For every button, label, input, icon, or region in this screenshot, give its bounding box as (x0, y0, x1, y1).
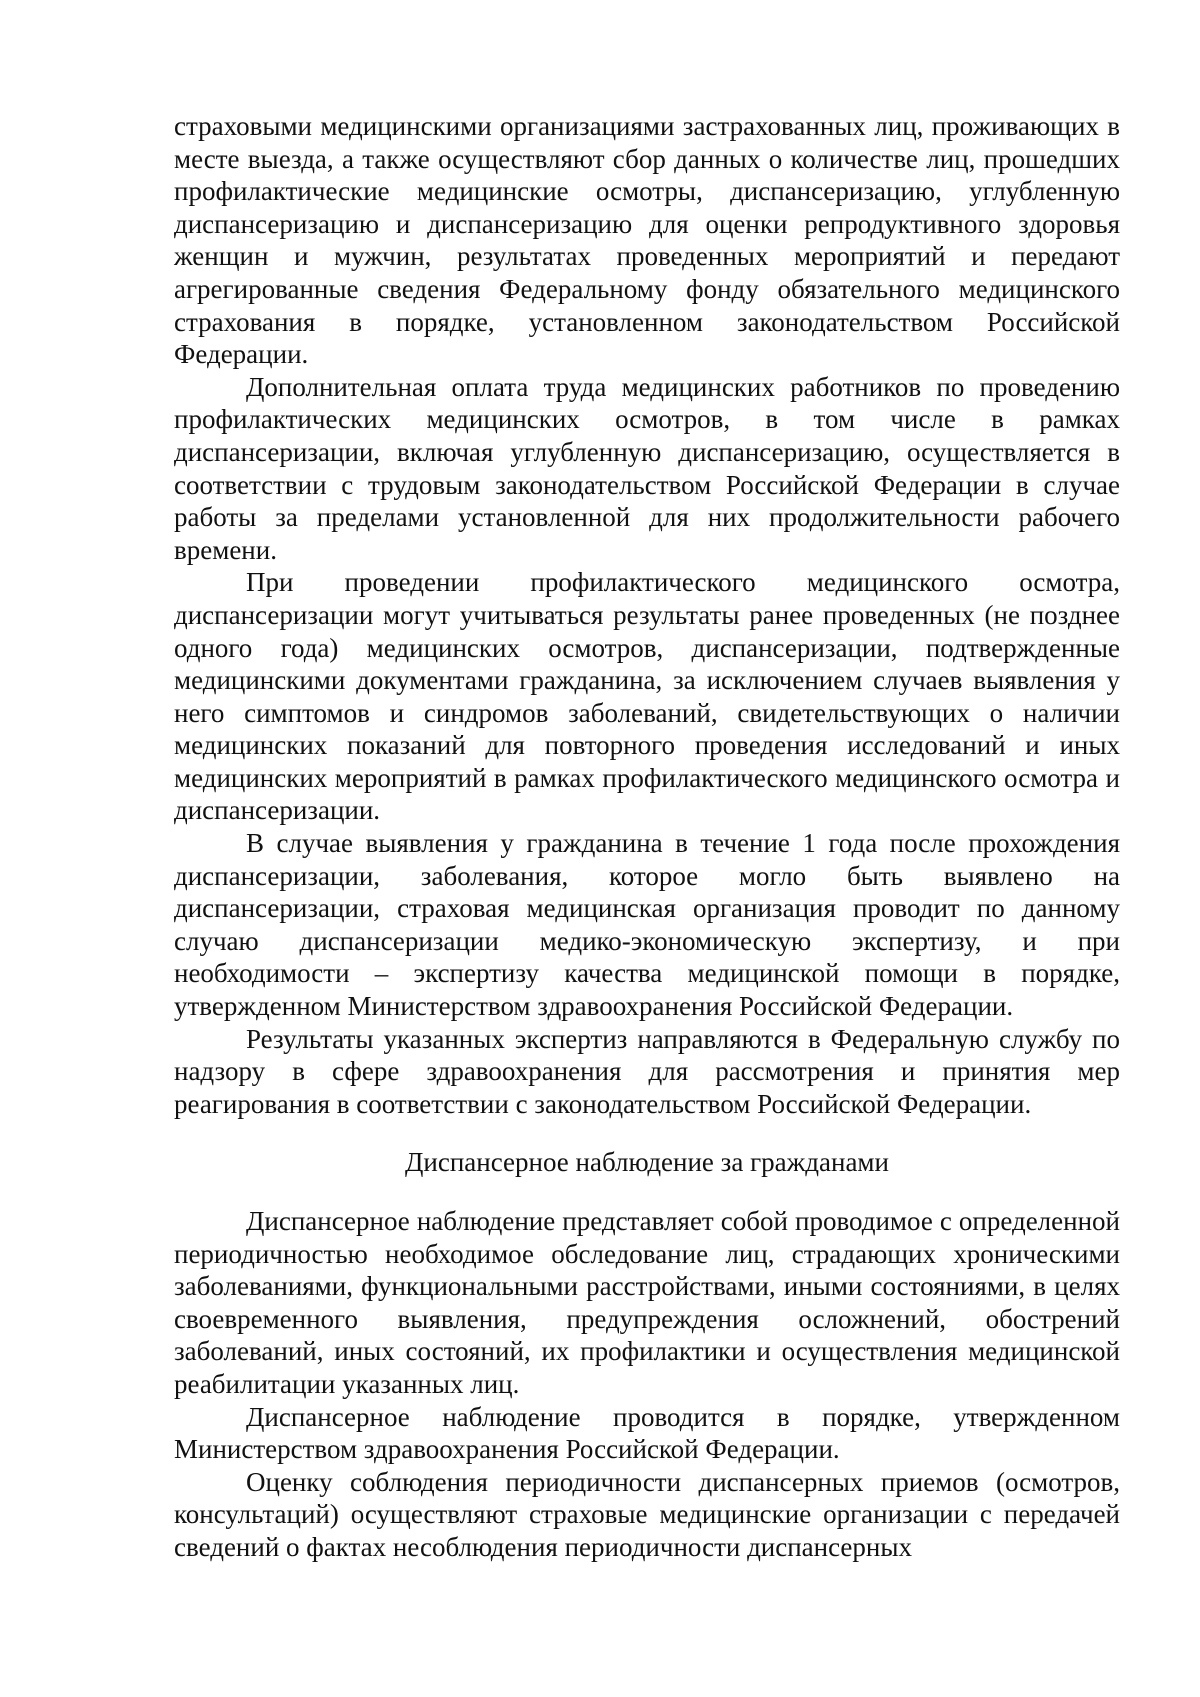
paragraph-dispensary-procedure: Диспансерное наблюдение проводится в порядке, утвержденном Министерством здравоохранения Российской Федерации. (174, 1401, 1120, 1465)
document-page (174, 110, 1120, 1564)
section-heading: Диспансерное наблюдение за гражданами (405, 1147, 889, 1178)
paragraph-additional-payment: Дополнительная оплата труда медицинских работников по проведению профилактических медицинских осмотров, в том числе в рамках диспансеризации, включая углубленную диспансеризацию, осуществляется в соответствии с трудовым законодательством Российской Федерации в случае работы за пределами установленной для них продолжительности рабочего времени. (174, 371, 1120, 565)
paragraph-expertise-results: Результаты указанных экспертиз направляются в Федеральную службу по надзору в сфере здравоохранения для рассмотрения и принятия мер реагирования в соответствии с законодательством Российской Федерации. (174, 1023, 1120, 1119)
paragraph-dispensary-definition: Диспансерное наблюдение представляет собой проводимое с определенной периодичностью необходимое обследование лиц, страдающих хроническими заболеваниями, функциональными расстройствами, иными состояниями, в целях своевременного выявления, предупреждения осложнений, обострений заболеваний, иных состояний, их профилактики и осуществления медицинской реабилитации указанных лиц. (174, 1206, 1120, 1399)
paragraph-periodicity-assessment: Оценку соблюдения периодичности диспансерных приемов (осмотров, консультаций) осуществляют страховые медицинские организации с передачей сведений о фактах несоблюдения периодичности диспансерных (174, 1466, 1120, 1562)
paragraph-expertise: В случае выявления у гражданина в течение 1 года после прохождения диспансеризации, заболевания, которое могло быть выявлено на диспансеризации, страховая медицинская организация проводит по данному случаю диспансеризации медико-экономическую экспертизу, и при необходимости – экспертизу качества медицинской помощи в порядке, утвержденном Министерством здравоохранения Российской Федерации. (174, 828, 1120, 1022)
paragraph-previous-results: При проведении профилактического медицинского осмотра, диспансеризации могут учитываться результаты ранее проведенных (не позднее одного года) медицинских осмотров, диспансеризации, подтвержденные медицинскими документами гражданина, за исключением случаев выявления у него симптомов и синдромов заболеваний, свидетельствующих о наличии медицинских показаний для повторного проведения исследований и иных медицинских мероприятий в рамках профилактического медицинского осмотра и диспансеризации. (174, 567, 1120, 826)
paragraph-continuation: страховыми медицинскими организациями застрахованных лиц, проживающих в месте выезда, а также осуществляют сбор данных о количестве лиц, прошедших профилактические медицинские осмотры, диспансеризацию, углубленную диспансеризацию и диспансеризацию для оценки репродуктивного здоровья женщин и мужчин, результатах проведенных мероприятий и передают агрегированные сведения Федеральному фонду обязательного медицинского страхования в порядке, установленном законодательством Российской Федерации. (174, 111, 1120, 370)
